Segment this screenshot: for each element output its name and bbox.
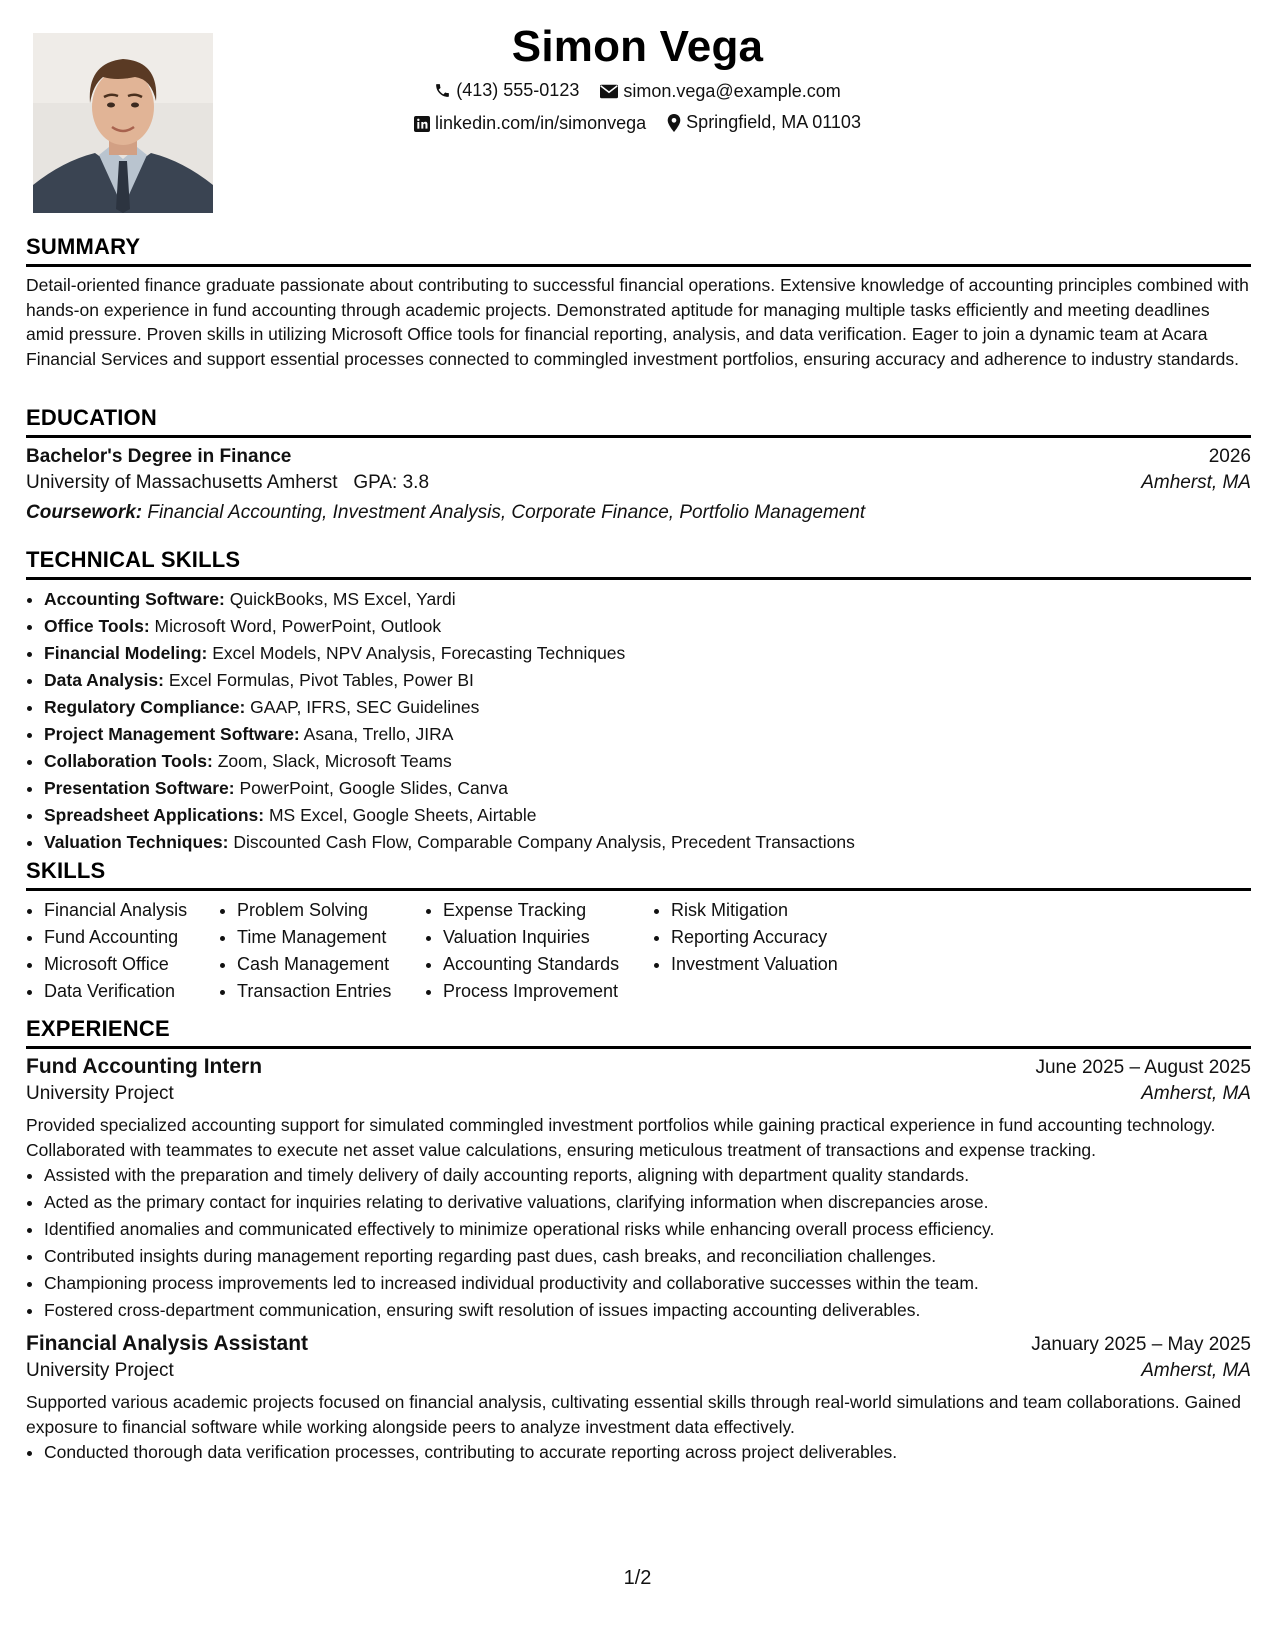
skills-column-1 xyxy=(26,897,219,1005)
technical-skills-list xyxy=(26,586,1251,856)
phone-text: (413) 555-0123 xyxy=(456,80,580,100)
skill-label: Collaboration Tools: xyxy=(44,751,213,771)
list-item: • Fund Accounting xyxy=(44,924,219,951)
list-item: • Risk Mitigation xyxy=(671,897,891,924)
job-description: Provided specialized accounting support for simulated commingled investment portfolios while gaining practical experience in fund accounting technology. Collaborated with teammates to execute net asset value calculations, ensuring meticulous treatment of transactions and expense tracking. xyxy=(26,1115,1216,1160)
email-item[interactable] xyxy=(600,81,840,102)
job-org: University Project xyxy=(26,1083,174,1104)
list-item: • Acted as the primary contact for inquiries relating to derivative valuations, clarifying information when discrepancies arose. xyxy=(44,1189,1251,1216)
job-dates: January 2025 – May 2025 xyxy=(1031,1334,1251,1355)
school-name: University of Massachusetts Amherst xyxy=(26,472,338,493)
skill-label: Presentation Software: xyxy=(44,778,235,798)
list-item: • Valuation Inquiries xyxy=(443,924,653,951)
skill-label: Data Analysis: xyxy=(44,670,164,690)
list-item xyxy=(44,640,1251,667)
skill-label: Accounting Software: xyxy=(44,589,225,609)
job-entry xyxy=(26,1332,1251,1466)
skill-label: Regulatory Compliance: xyxy=(44,697,246,717)
job-bullets xyxy=(26,1439,1251,1466)
skill-value: Excel Models, NPV Analysis, Forecasting Techniques xyxy=(212,643,626,663)
list-item: • Accounting Standards xyxy=(443,951,653,978)
skill-label: Spreadsheet Applications: xyxy=(44,805,265,825)
job-title: Fund Accounting Intern xyxy=(26,1055,263,1078)
list-item xyxy=(44,802,1251,829)
skill-value: Excel Formulas, Pivot Tables, Power BI xyxy=(168,670,474,690)
job-description: Supported various academic projects focused on financial analysis, cultivating essential skills through real-world simulations and team collaborations. Gained exposure to financial software while working alongside peers to analyze investment data effectively. xyxy=(26,1392,1241,1437)
contact-line-1 xyxy=(0,80,1275,104)
job-location: Amherst, MA xyxy=(1141,1360,1251,1381)
experience-section xyxy=(26,1016,1251,1466)
job-location: Amherst, MA xyxy=(1141,1083,1251,1104)
skill-value: QuickBooks, MS Excel, Yardi xyxy=(229,589,456,609)
skills-section xyxy=(26,858,1251,1005)
skills-title: SKILLS xyxy=(26,858,1251,891)
school-info xyxy=(26,468,429,498)
skill-label: Valuation Techniques: xyxy=(44,832,229,852)
envelope-icon xyxy=(600,84,618,99)
job-org-row xyxy=(26,1079,1251,1109)
list-item xyxy=(44,667,1251,694)
list-item: • Contributed insights during management reporting regarding past dues, cash breaks, and reconciliation challenges. xyxy=(44,1243,1251,1270)
list-item: • Problem Solving xyxy=(237,897,425,924)
skill-label: Office Tools: xyxy=(44,616,150,636)
location-text: Springfield, MA 01103 xyxy=(686,112,861,132)
summary-section xyxy=(26,234,1251,371)
list-item: • Data Verification xyxy=(44,978,219,1005)
list-item: • Assisted with the preparation and timely delivery of daily accounting reports, aligning with department quality standards. xyxy=(44,1162,1251,1189)
skill-value: PowerPoint, Google Slides, Canva xyxy=(239,778,508,798)
skill-label: Financial Modeling: xyxy=(44,643,208,663)
list-item xyxy=(44,721,1251,748)
skills-column-2 xyxy=(219,897,425,1005)
school-row xyxy=(26,468,1251,498)
coursework-line xyxy=(26,498,1251,528)
map-pin-icon xyxy=(667,114,681,132)
linkedin-item[interactable] xyxy=(414,113,646,134)
summary-title: SUMMARY xyxy=(26,234,1251,267)
skill-value: Asana, Trello, JIRA xyxy=(303,724,454,744)
email-text: simon.vega@example.com xyxy=(623,81,841,101)
degree-row xyxy=(26,446,1251,468)
job-header xyxy=(26,1332,1251,1356)
skills-column-3 xyxy=(425,897,653,1005)
list-item xyxy=(44,829,1251,856)
skills-columns xyxy=(26,897,1251,1005)
page-number: 1/2 xyxy=(623,1567,652,1589)
list-item: • Cash Management xyxy=(237,951,425,978)
education-title: EDUCATION xyxy=(26,405,1251,438)
skill-label: Project Management Software: xyxy=(44,724,300,744)
skill-value: MS Excel, Google Sheets, Airtable xyxy=(268,805,537,825)
summary-text: Detail-oriented finance graduate passionate about contributing to successful financial operations. Extensive knowledge of accounting principles combined with hands-on experience in fund accounting through academic projects. Demonstrated aptitude for managing multiple tasks efficiently and meeting deadlines amid pressure. Proven skills in utilizing Microsoft Office tools for financial reporting, analysis, and data verification. Eager to join a dynamic team at Acara Financial Services and support essential processes connected to commingled investment portfolios, ensuring accuracy and adherence to industry standards. xyxy=(26,275,1249,369)
job-bullets xyxy=(26,1162,1251,1324)
list-item: • Championing process improvements led to increased individual productivity and collaborative successes within the team. xyxy=(44,1270,1251,1297)
job-org: University Project xyxy=(26,1360,174,1381)
candidate-name: Simon Vega xyxy=(511,22,764,71)
job-org-row xyxy=(26,1356,1251,1386)
location-item xyxy=(667,112,861,133)
list-item xyxy=(44,775,1251,802)
phone-item[interactable] xyxy=(434,80,579,101)
list-item: • Process Improvement xyxy=(443,978,653,1005)
list-item: • Conducted thorough data verification processes, contributing to accurate reporting across project deliverables. xyxy=(44,1439,1251,1466)
list-item xyxy=(44,613,1251,640)
list-item xyxy=(44,748,1251,775)
education-section xyxy=(26,405,1251,528)
job-entry xyxy=(26,1055,1251,1324)
list-item xyxy=(44,694,1251,721)
list-item: • Reporting Accuracy xyxy=(671,924,891,951)
school-gpa: GPA: 3.8 xyxy=(353,472,430,493)
skill-value: GAAP, IFRS, SEC Guidelines xyxy=(250,697,480,717)
job-title: Financial Analysis Assistant xyxy=(26,1332,309,1355)
job-dates: June 2025 – August 2025 xyxy=(1035,1057,1251,1078)
skill-value: Discounted Cash Flow, Comparable Company Analysis, Precedent Transactions xyxy=(233,832,855,852)
coursework-label: Coursework: xyxy=(26,502,143,523)
list-item xyxy=(44,586,1251,613)
list-item: • Expense Tracking xyxy=(443,897,653,924)
list-item: • Financial Analysis xyxy=(44,897,219,924)
skill-value: Microsoft Word, PowerPoint, Outlook xyxy=(154,616,442,636)
experience-title: EXPERIENCE xyxy=(26,1016,1251,1049)
list-item: • Transaction Entries xyxy=(237,978,425,1005)
linkedin-icon xyxy=(414,116,430,132)
list-item: • Investment Valuation xyxy=(671,951,891,978)
list-item: • Microsoft Office xyxy=(44,951,219,978)
school-location: Amherst, MA xyxy=(1141,472,1251,493)
contact-line-2 xyxy=(0,112,1275,137)
skills-column-4 xyxy=(653,897,891,1005)
technical-skills-section xyxy=(26,547,1251,856)
linkedin-text: linkedin.com/in/simonvega xyxy=(435,113,647,133)
job-header xyxy=(26,1055,1251,1079)
degree-year: 2026 xyxy=(1208,446,1251,467)
phone-icon xyxy=(434,82,451,99)
degree-name: Bachelor's Degree in Finance xyxy=(26,446,292,467)
coursework-text: Financial Accounting, Investment Analysis, Corporate Finance, Portfolio Management xyxy=(147,502,866,523)
list-item: • Fostered cross-department communication, ensuring swift resolution of issues impacting accounting deliverables. xyxy=(44,1297,1251,1324)
technical-skills-title: TECHNICAL SKILLS xyxy=(26,547,1251,580)
list-item: • Identified anomalies and communicated effectively to minimize operational risks while enhancing overall process efficiency. xyxy=(44,1216,1251,1243)
skill-value: Zoom, Slack, Microsoft Teams xyxy=(217,751,452,771)
list-item: • Time Management xyxy=(237,924,425,951)
